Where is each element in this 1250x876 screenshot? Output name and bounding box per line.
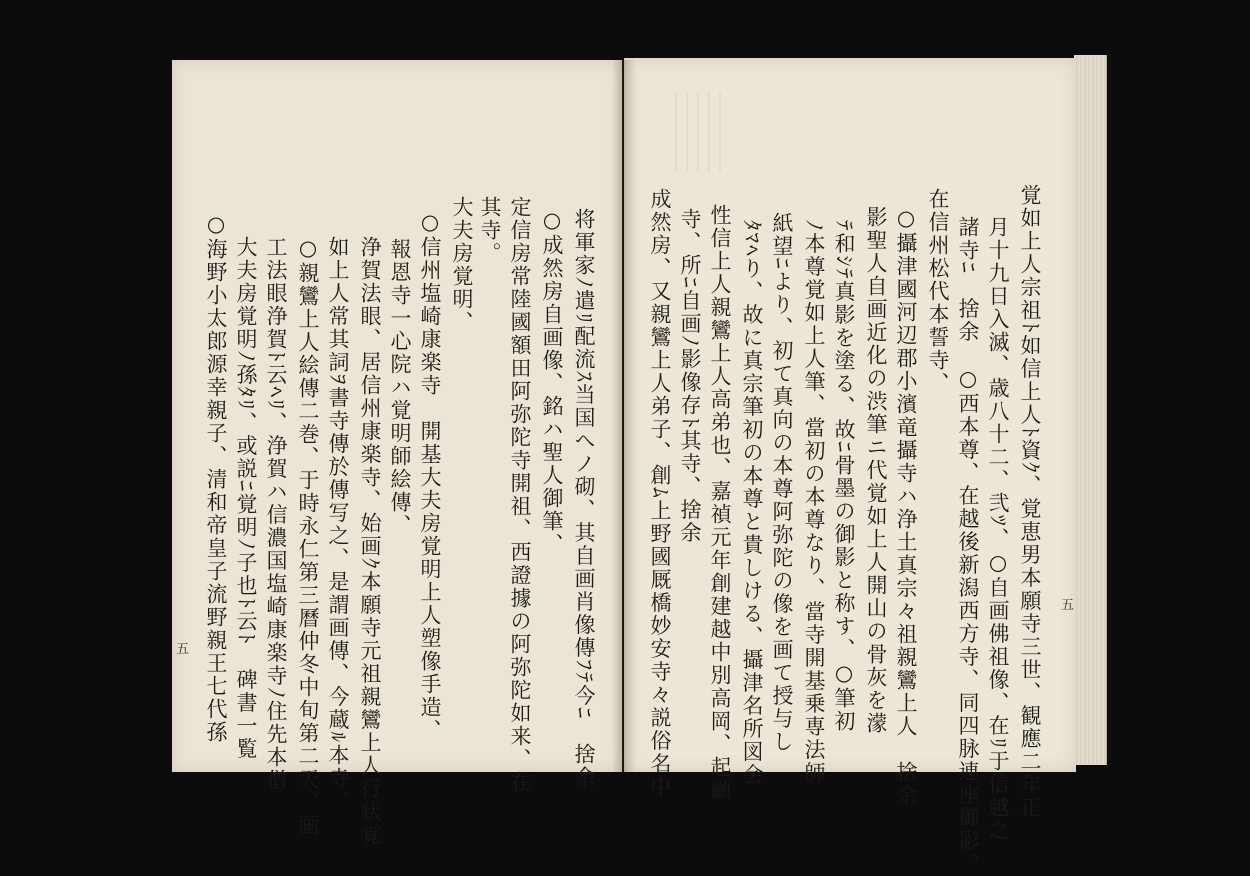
left-column-3: 定信房常陸國額田阿弥陀寺開祖、西證據の阿弥陀如来、在 xyxy=(508,196,532,794)
right-column-7: ﾃ和ｼﾃ真影を塗る、故ﾆ骨墨の御影と称す、○筆初 xyxy=(832,220,856,733)
left-column-11: 工法眼浄賀ﾄ云ﾍﾘ、浄賀ハ信濃国塩崎康楽寺ﾉ住先本僧 xyxy=(264,236,288,792)
left-page-number: 五 xyxy=(176,642,190,657)
left-column-7: 報恩寺一心院ハ覚明師絵傳、 xyxy=(388,238,412,537)
right-column-4: 在信州松代本誓寺、 xyxy=(926,188,950,395)
right-column-11: 性信上人親鸞上人高弟也、嘉禎元年創建越中別高岡、起顧 xyxy=(708,204,732,802)
left-column-4: 其寺。 xyxy=(478,196,502,265)
show-through-marks xyxy=(670,92,730,172)
right-column-2: 月十九日入滅、歳八十二、弐ﾂ、○自画佛祖像、在ﾘ于信越之 xyxy=(986,216,1010,842)
right-column-6: 影聖人自画近化の渋筆ニ代覚如上人開山の骨灰を濛 xyxy=(864,206,888,735)
left-column-2: ○成然房自画像、銘ハ聖人御筆、 xyxy=(540,208,564,556)
right-column-5: ○攝津國河辺郡小濱竜攝寺ハ浄土真宗々祖親鸞上人 捨余 xyxy=(894,206,918,807)
page-edges xyxy=(1074,55,1107,765)
right-column-9: 紙望ﾆより、初て真向の本尊阿弥陀の像を画て授与し xyxy=(770,212,794,754)
right-column-3: 諸寺ﾆ 捨余 ○西本尊、在越後新潟西方寺、同四脉連座御影、 xyxy=(956,216,980,876)
left-column-6: ○信州塩崎康楽寺 開基大夫房覚明上人塑像手造、 xyxy=(418,210,442,742)
left-column-5: 大夫房覚明、 xyxy=(450,196,474,334)
left-column-13: ○海野小太郎源幸親子、清和帝皇子流野親王七代孫 xyxy=(204,212,228,744)
left-column-10: ○親鸞上人絵傳二巻、于時永仁第三曆仲冬中旬第二天、画 xyxy=(296,236,320,837)
left-column-1: 将軍家ﾉ遣ﾘ配流ｽ当国へノ砌、其自画肖像傳ﾌﾃ今ﾆ 捨余 xyxy=(572,208,596,789)
right-page-number: 五 xyxy=(1061,598,1075,613)
right-column-1: 覚如上人宗祖ﾄ如信上人ﾄ資ｸ、覚恵男本願寺三世、観應二年正 xyxy=(1018,184,1042,820)
right-column-13: 成然房、又親鸞上人弟子、創ﾑ上野國厩橋妙安寺々説俗名中 xyxy=(648,188,672,799)
book-gutter xyxy=(612,60,636,772)
right-column-10: ﾀﾏﾍり、故に真宗筆初の本尊と貴しける、攝津名所図会 xyxy=(740,220,764,787)
right-column-12: 寺、所ﾆ自画ﾉ影像存ﾄ其寺、捨余 xyxy=(678,208,702,545)
left-column-9: 如上人常其詞ｦ書寺傳於傳写之、是謂画傳、今蔵ﾙ本寺、 xyxy=(326,236,350,813)
right-column-8: ﾉ本尊覚如上人筆、當初の本尊なり、當寺開基乗専法師 xyxy=(802,220,826,785)
left-column-8: 浄賀法眼、居信州康楽寺、始画ｸ本願寺元祖親鸞上人行状覚 xyxy=(358,236,382,847)
left-column-12: 大夫房覚明ﾉ孫ﾀﾘ、或説ﾆ覚明ﾉ子也ﾄ云ﾄ 碑書一覧 xyxy=(234,236,258,761)
